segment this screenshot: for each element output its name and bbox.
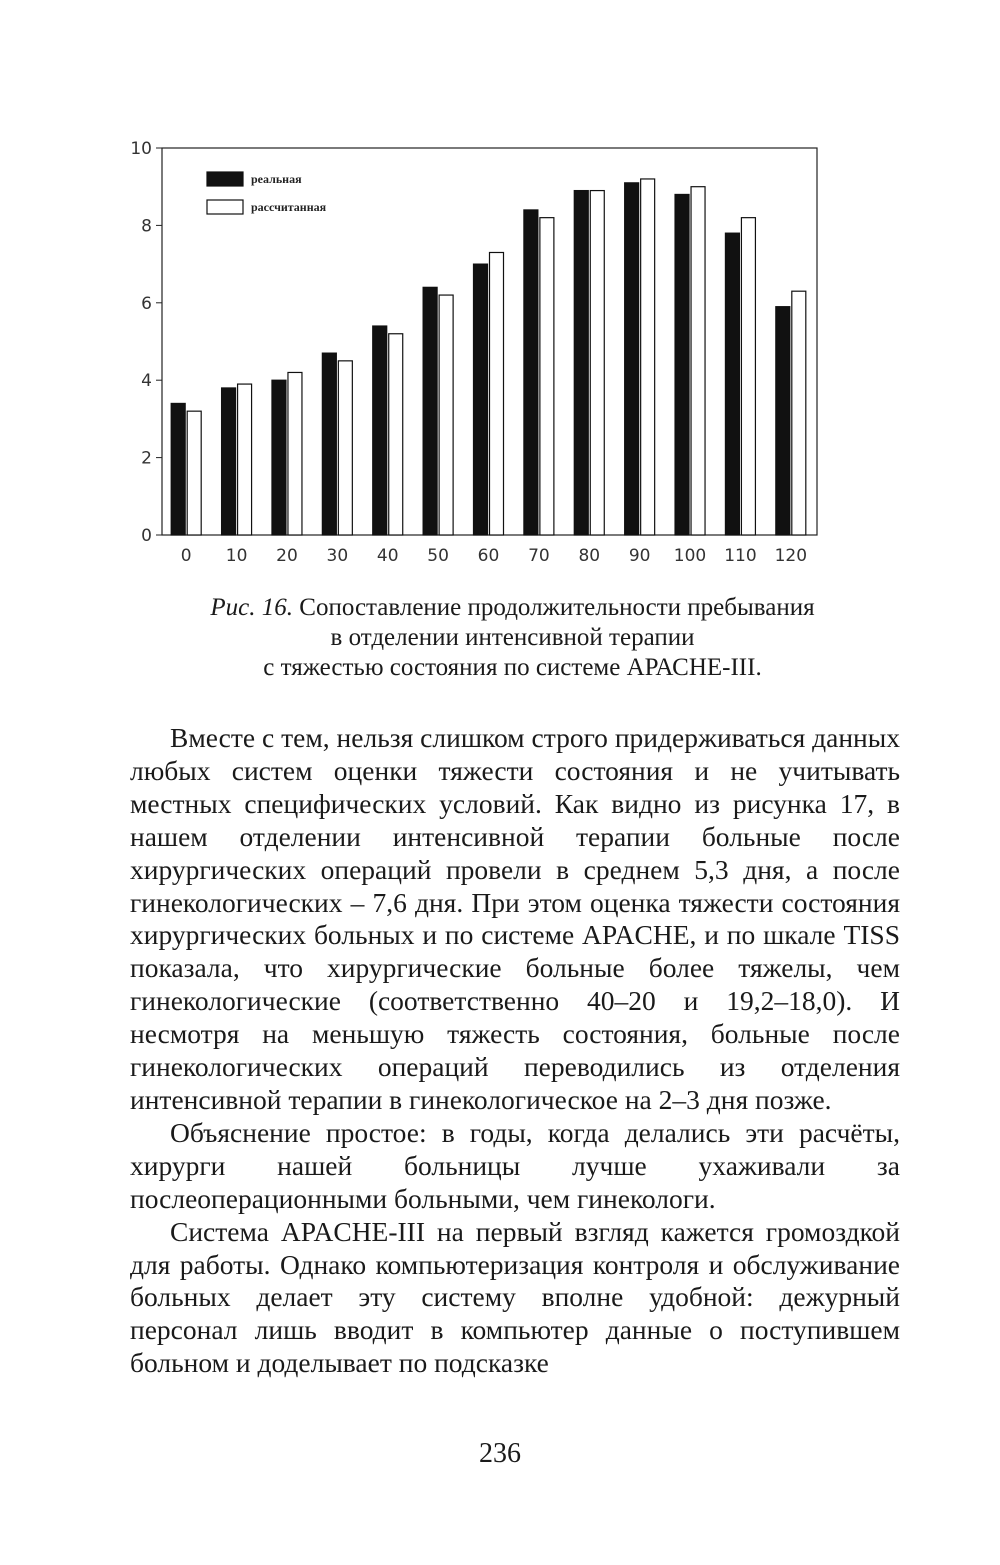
x-tick-label-70: 70 xyxy=(528,546,550,566)
bar-calculated-50 xyxy=(439,295,453,535)
bar-chart xyxy=(120,140,840,570)
bar-calculated-110 xyxy=(741,218,755,535)
x-tick-label-40: 40 xyxy=(376,546,399,566)
page-number: 236 xyxy=(479,1438,521,1469)
y-tick-label-8: 8 xyxy=(141,216,152,237)
bar-calculated-80 xyxy=(590,191,604,535)
bar-real-120 xyxy=(776,307,790,535)
bar-real-10 xyxy=(222,388,236,535)
bar-calculated-30 xyxy=(338,361,352,535)
bar-real-40 xyxy=(373,326,387,535)
x-tick-label-60: 60 xyxy=(477,546,500,566)
legend-label-calculated: рассчитанная xyxy=(251,200,327,214)
x-tick-label-30: 30 xyxy=(326,546,349,566)
caption-label: Рис. 16. xyxy=(210,594,294,621)
caption-line-3: с тяжестью состояния по системе АРАСНЕ-III. xyxy=(263,654,762,681)
legend-label-real: реальная xyxy=(251,172,302,186)
bar-calculated-0 xyxy=(187,411,201,535)
bar-calculated-20 xyxy=(288,372,302,535)
paragraph-2: Объяснение простое: в годы, когда делались эти расчёты, хирурги нашей больницы лучше ухаживали за послеоперационными больными, чем гинекологи. xyxy=(130,1116,900,1214)
x-tick-label-50: 50 xyxy=(427,546,449,566)
x-tick-label-120: 120 xyxy=(774,546,808,566)
bar-real-110 xyxy=(725,233,739,535)
figure-caption xyxy=(120,593,905,683)
bar-calculated-100 xyxy=(691,187,705,535)
caption-line-1: Сопоставление продолжительности пребывания xyxy=(299,594,815,621)
y-tick-label-6: 6 xyxy=(141,293,152,314)
caption-line-2: в отделении интенсивной терапии xyxy=(330,624,695,651)
bar-calculated-120 xyxy=(792,291,806,535)
bar-real-50 xyxy=(423,287,437,535)
y-tick-label-10: 10 xyxy=(130,140,152,159)
bar-calculated-40 xyxy=(389,334,403,535)
x-tick-label-90: 90 xyxy=(628,546,651,566)
x-tick-label-80: 80 xyxy=(578,546,601,566)
legend-swatch-calculated xyxy=(207,200,243,214)
bar-real-0 xyxy=(171,403,185,535)
x-tick-label-0: 0 xyxy=(180,546,192,566)
paragraph-1: Вместе с тем, нельзя слишком строго придерживаться данных любых систем оценки тяжести состояния и не учитывать местных специфических условий. Как видно из рисунка 17, в нашем отделении интенсивной терапии больные после хирургических операций провели в среднем 5,3 дня, а после гинекологических – 7,6 дня. При этом оценка тяжести состояния хирургических больных и по системе APACHE, и по шкале TISS показала, что хирургические больные более тяжелы, чем гинекологические (соответственно 40–20 и 19,2–18,0). И несмотря на меньшую тяжесть состояния, больные после гинекологических операций переводились из отделения интенсивной терапии в гинекологическое на 2–3 дня позже. xyxy=(130,722,900,1115)
y-tick-label-4: 4 xyxy=(141,371,152,392)
bar-real-30 xyxy=(322,353,336,535)
x-tick-label-100: 100 xyxy=(673,546,707,566)
bar-calculated-10 xyxy=(238,384,252,535)
x-tick-label-110: 110 xyxy=(724,546,757,566)
bar-real-70 xyxy=(524,210,538,535)
bar-real-60 xyxy=(474,264,488,535)
bar-chart-figure xyxy=(120,140,840,570)
bar-calculated-60 xyxy=(490,252,504,535)
body-text xyxy=(130,722,900,1380)
x-tick-label-10: 10 xyxy=(225,546,248,566)
bar-calculated-70 xyxy=(540,218,554,535)
bar-real-90 xyxy=(625,183,639,535)
y-tick-label-0: 0 xyxy=(141,526,152,546)
legend-swatch-real xyxy=(207,172,243,186)
bar-real-100 xyxy=(675,194,689,535)
y-tick-label-2: 2 xyxy=(141,448,152,469)
x-tick-label-20: 20 xyxy=(276,546,298,566)
bar-real-80 xyxy=(574,191,588,535)
bar-real-20 xyxy=(272,380,286,535)
bar-calculated-90 xyxy=(641,179,655,535)
paragraph-3: Система APACHE-III на первый взгляд кажется громоздкой для работы. Однако компьютеризация контроля и обслуживание больных делает эту систему вполне удобной: дежурный персонал лишь вводит в компьютер данные о поступившем больном и доделывает по подсказке xyxy=(130,1215,900,1379)
